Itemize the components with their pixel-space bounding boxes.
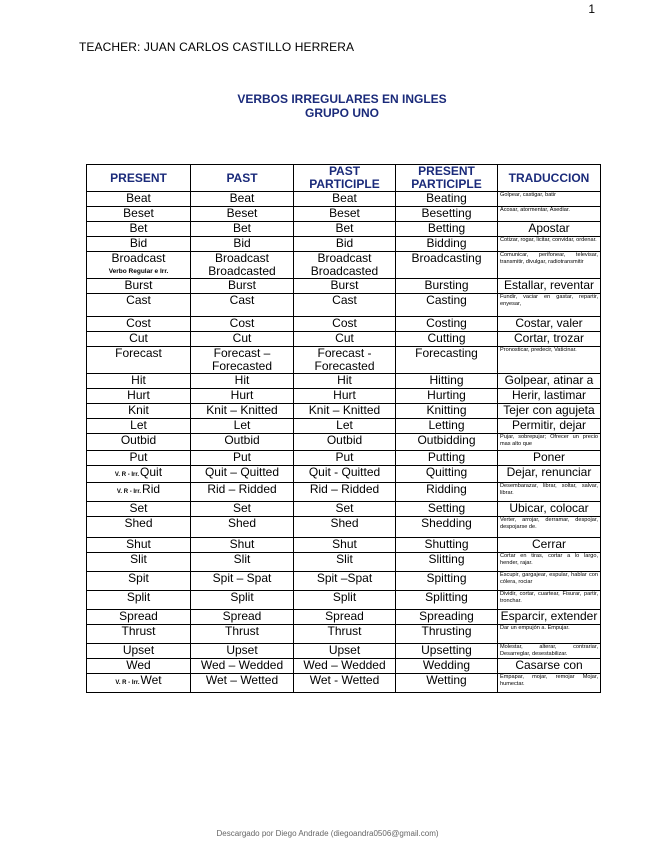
- present-verb: Spit: [128, 571, 149, 585]
- cell-past: Cast: [191, 294, 294, 317]
- cell-present-participle: Upsetting: [396, 644, 498, 659]
- cell-past-participle: Split: [294, 591, 396, 610]
- table-row: [87, 517, 601, 538]
- cell-present: [87, 389, 191, 404]
- cell-present: [87, 572, 191, 591]
- cell-traduccion: Empapar, mojar, remojar Mojar, humectar.: [498, 674, 601, 693]
- present-verb: Bid: [129, 236, 148, 250]
- cell-present-participle: Beating: [396, 192, 498, 207]
- cell-past: Broadcast Broadcasted: [191, 252, 294, 279]
- present-verb: Cost: [126, 316, 151, 330]
- present-verb: Split: [126, 590, 151, 604]
- cell-traduccion: Ubicar, colocar: [498, 502, 601, 517]
- cell-past-participle: Rid – Ridded: [294, 483, 396, 502]
- cell-present: [87, 347, 191, 374]
- verb-type-prefix: V. R - Irr.: [114, 472, 140, 478]
- present-verb: Wed: [126, 658, 151, 672]
- cell-present: [87, 610, 191, 625]
- cell-past: Split: [191, 591, 294, 610]
- cell-present-participle: Splitting: [396, 591, 498, 610]
- cell-past-participle: Hurt: [294, 389, 396, 404]
- cell-past: Forecast – Forecasted: [191, 347, 294, 374]
- table-row: [87, 317, 601, 332]
- cell-past: Bid: [191, 237, 294, 252]
- cell-traduccion: Poner: [498, 451, 601, 466]
- cell-past-participle: Shed: [294, 517, 396, 538]
- cell-present-participle: Wetting: [396, 674, 498, 693]
- cell-past-participle: Bid: [294, 237, 396, 252]
- table-row: [87, 502, 601, 517]
- present-verb: Shed: [124, 516, 153, 530]
- cell-traduccion: Pronosticar, predecir, Vaticinar.: [498, 347, 601, 374]
- cell-traduccion: Apostar: [498, 222, 601, 237]
- cell-past-participle: Let: [294, 419, 396, 434]
- present-verb: Wet: [140, 673, 162, 687]
- cell-traduccion: Casarse con: [498, 659, 601, 674]
- table-row: [87, 237, 601, 252]
- cell-present: [87, 192, 191, 207]
- cell-past: Cost: [191, 317, 294, 332]
- present-verb: Bet: [129, 221, 148, 235]
- table-row: [87, 538, 601, 553]
- table-row: [87, 434, 601, 451]
- cell-present-participle: Slitting: [396, 553, 498, 572]
- cell-present: [87, 252, 191, 279]
- cell-past-participle: Wed – Wedded: [294, 659, 396, 674]
- cell-present-participle: Besetting: [396, 207, 498, 222]
- table-row: [87, 332, 601, 347]
- cell-traduccion: Molestar, alterar, contrariar, Desarreglar, desestabilizar.: [498, 644, 601, 659]
- table-row: [87, 192, 601, 207]
- table-row: [87, 572, 601, 591]
- cell-present-participle: Betting: [396, 222, 498, 237]
- cell-past-participle: Quit - Quitted: [294, 466, 396, 483]
- download-footer: Descargado por Diego Andrade (diegoandra0506@gmail.com): [216, 829, 439, 838]
- table-row: [87, 294, 601, 317]
- cell-past: Bet: [191, 222, 294, 237]
- cell-present: [87, 237, 191, 252]
- cell-past: Upset: [191, 644, 294, 659]
- teacher-name: TEACHER: JUAN CARLOS CASTILLO HERRERA: [79, 40, 355, 54]
- cell-present: [87, 294, 191, 317]
- cell-present-participle: Letting: [396, 419, 498, 434]
- cell-past-participle: Put: [294, 451, 396, 466]
- table-row: [87, 483, 601, 502]
- present-verb: Beset: [123, 206, 154, 220]
- cell-past-participle: Hit: [294, 374, 396, 389]
- cell-past: Spread: [191, 610, 294, 625]
- present-verb: Broadcast: [111, 251, 166, 265]
- verb-type-note: Verbo Regular e Irr.: [108, 268, 169, 275]
- title-line-1: VERBOS IRREGULARES EN INGLES: [237, 92, 447, 106]
- verbs-table-body: [87, 192, 601, 693]
- table-row: [87, 674, 601, 693]
- cell-past-participle: Shut: [294, 538, 396, 553]
- cell-past: Hurt: [191, 389, 294, 404]
- table-row: [87, 404, 601, 419]
- cell-traduccion: Fundir, vaciar en gastar, repartir, enyesar,: [498, 294, 601, 317]
- cell-past-participle: Thrust: [294, 625, 396, 644]
- table-row: [87, 591, 601, 610]
- title-line-2: GRUPO UNO: [304, 106, 379, 120]
- cell-traduccion: Verter, arrojar, derramar, despojar, despojarse de.: [498, 517, 601, 538]
- cell-present-participle: Casting: [396, 294, 498, 317]
- cell-present-participle: Hitting: [396, 374, 498, 389]
- table-row: [87, 625, 601, 644]
- cell-traduccion: Pujar, sobrepujar; Ofrecer un precio mas alto que: [498, 434, 601, 451]
- table-header-row: [87, 165, 601, 192]
- cell-present: [87, 317, 191, 332]
- cell-traduccion: Dar un empujón a. Empujar.: [498, 625, 601, 644]
- cell-present-participle: Spitting: [396, 572, 498, 591]
- cell-past: Shed: [191, 517, 294, 538]
- cell-present-participle: Setting: [396, 502, 498, 517]
- cell-past: Rid – Ridded: [191, 483, 294, 502]
- present-verb: Let: [130, 418, 147, 432]
- cell-past: Spit – Spat: [191, 572, 294, 591]
- cell-present: [87, 674, 191, 693]
- header-past: PAST: [191, 165, 294, 192]
- cell-present-participle: Shedding: [396, 517, 498, 538]
- cell-present: [87, 419, 191, 434]
- present-verb: Put: [129, 450, 148, 464]
- cell-present: [87, 517, 191, 538]
- cell-past: Let: [191, 419, 294, 434]
- cell-present-participle: Putting: [396, 451, 498, 466]
- cell-past: Cut: [191, 332, 294, 347]
- cell-traduccion: Tejer con agujeta: [498, 404, 601, 419]
- cell-past: Put: [191, 451, 294, 466]
- table-row: [87, 419, 601, 434]
- cell-present-participle: Forecasting: [396, 347, 498, 374]
- cell-past-participle: Cut: [294, 332, 396, 347]
- table-row: [87, 466, 601, 483]
- verbs-table: [86, 164, 601, 693]
- document-title: [0, 92, 655, 120]
- table-row: [87, 252, 601, 279]
- present-verb: Cast: [126, 293, 151, 307]
- cell-present: [87, 404, 191, 419]
- present-verb: Quit: [140, 465, 163, 479]
- cell-present: [87, 466, 191, 483]
- cell-present-participle: Spreading: [396, 610, 498, 625]
- table-row: [87, 347, 601, 374]
- table-row: [87, 659, 601, 674]
- cell-past-participle: Spread: [294, 610, 396, 625]
- cell-past-participle: Burst: [294, 279, 396, 294]
- cell-present: [87, 374, 191, 389]
- cell-past: Outbid: [191, 434, 294, 451]
- cell-traduccion: Cotizar, rogar, licitar, convidar, ordenar.: [498, 237, 601, 252]
- cell-past-participle: Beset: [294, 207, 396, 222]
- cell-past: Wed – Wedded: [191, 659, 294, 674]
- present-verb: Outbid: [120, 433, 157, 447]
- verb-type-prefix: V. R - Irr.: [116, 489, 142, 495]
- cell-present-participle: Ridding: [396, 483, 498, 502]
- cell-present-participle: Bidding: [396, 237, 498, 252]
- table-row: [87, 644, 601, 659]
- cell-present: [87, 451, 191, 466]
- cell-past: Beat: [191, 192, 294, 207]
- cell-past-participle: Upset: [294, 644, 396, 659]
- cell-present: [87, 332, 191, 347]
- header-present-participle: PRESENT PARTICIPLE: [396, 165, 498, 192]
- cell-past-participle: Cast: [294, 294, 396, 317]
- cell-past-participle: Bet: [294, 222, 396, 237]
- cell-traduccion: Cortar, trozar: [498, 332, 601, 347]
- table-row: [87, 610, 601, 625]
- present-verb: Upset: [122, 643, 155, 657]
- cell-traduccion: Golpear, atinar a: [498, 374, 601, 389]
- cell-present: [87, 434, 191, 451]
- cell-traduccion: Cortar en tiras, cortar a lo largo, hender, rajar.: [498, 553, 601, 572]
- cell-past: Shut: [191, 538, 294, 553]
- cell-present-participle: Thrusting: [396, 625, 498, 644]
- cell-present-participle: Broadcasting: [396, 252, 498, 279]
- table-row: [87, 389, 601, 404]
- cell-traduccion: Permitir, dejar: [498, 419, 601, 434]
- cell-present: [87, 538, 191, 553]
- cell-past: Quit – Quitted: [191, 466, 294, 483]
- cell-present: [87, 553, 191, 572]
- cell-past: Slit: [191, 553, 294, 572]
- cell-traduccion: Acosar, atormentar, Asediar.: [498, 207, 601, 222]
- cell-past-participle: Set: [294, 502, 396, 517]
- cell-traduccion: Comunicar, perifonear, televisar, transmitir, divulgar, radiotransmitir: [498, 252, 601, 279]
- cell-traduccion: Estallar, reventar: [498, 279, 601, 294]
- table-row: [87, 374, 601, 389]
- cell-traduccion: Esparcir, extender: [498, 610, 601, 625]
- cell-past-participle: Cost: [294, 317, 396, 332]
- cell-past: Beset: [191, 207, 294, 222]
- table-row: [87, 451, 601, 466]
- present-verb: Slit: [130, 552, 147, 566]
- cell-past-participle: Outbid: [294, 434, 396, 451]
- page-number: 1: [588, 2, 595, 16]
- cell-present: [87, 644, 191, 659]
- cell-present: [87, 659, 191, 674]
- cell-present-participle: Shutting: [396, 538, 498, 553]
- cell-present-participle: Wedding: [396, 659, 498, 674]
- present-verb: Rid: [142, 482, 161, 496]
- cell-present: [87, 502, 191, 517]
- cell-past: Wet – Wetted: [191, 674, 294, 693]
- cell-traduccion: Golpear, castigar, batir: [498, 192, 601, 207]
- cell-past: Knit – Knitted: [191, 404, 294, 419]
- cell-past-participle: Broadcast Broadcasted: [294, 252, 396, 279]
- cell-traduccion: Dejar, renunciar: [498, 466, 601, 483]
- table-row: [87, 222, 601, 237]
- header-present: PRESENT: [87, 165, 191, 192]
- cell-present: [87, 483, 191, 502]
- cell-traduccion: Cerrar: [498, 538, 601, 553]
- header-past-participle: PAST PARTICIPLE: [294, 165, 396, 192]
- cell-present: [87, 279, 191, 294]
- cell-past-participle: Forecast - Forecasted: [294, 347, 396, 374]
- table-row: [87, 553, 601, 572]
- cell-past-participle: Beat: [294, 192, 396, 207]
- present-verb: Thrust: [121, 624, 156, 638]
- cell-past-participle: Slit: [294, 553, 396, 572]
- cell-present-participle: Knitting: [396, 404, 498, 419]
- cell-past: Set: [191, 502, 294, 517]
- cell-present-participle: Bursting: [396, 279, 498, 294]
- cell-present-participle: Costing: [396, 317, 498, 332]
- cell-traduccion: Dividir, cortar, cuartear, Fisurar, partir, tronchar.: [498, 591, 601, 610]
- cell-past-participle: Wet - Wetted: [294, 674, 396, 693]
- cell-present: [87, 625, 191, 644]
- cell-present: [87, 591, 191, 610]
- table-row: [87, 279, 601, 294]
- verb-type-prefix: V. R - Irr.: [115, 680, 140, 686]
- cell-traduccion: Herir, lastimar: [498, 389, 601, 404]
- cell-past: Thrust: [191, 625, 294, 644]
- cell-past: Burst: [191, 279, 294, 294]
- present-verb: Forecast: [115, 346, 162, 360]
- present-verb: Beat: [126, 191, 151, 205]
- cell-past-participle: Spit –Spat: [294, 572, 396, 591]
- present-verb: Cut: [129, 331, 148, 345]
- present-verb: Burst: [124, 278, 153, 292]
- cell-traduccion: Escupir, gargajear, espular, hablar con cólera, rociar: [498, 572, 601, 591]
- cell-present: [87, 222, 191, 237]
- cell-present: [87, 207, 191, 222]
- table-row: [87, 207, 601, 222]
- present-verb: Hit: [131, 373, 146, 387]
- present-verb: Shut: [126, 537, 151, 551]
- cell-past: Hit: [191, 374, 294, 389]
- header-traduccion: TRADUCCION: [498, 165, 601, 192]
- cell-past-participle: Knit – Knitted: [294, 404, 396, 419]
- cell-present-participle: Hurting: [396, 389, 498, 404]
- cell-present-participle: Cutting: [396, 332, 498, 347]
- present-verb: Spread: [119, 609, 158, 623]
- present-verb: Set: [129, 501, 148, 515]
- cell-traduccion: Costar, valer: [498, 317, 601, 332]
- cell-present-participle: Outbidding: [396, 434, 498, 451]
- present-verb: Knit: [128, 403, 149, 417]
- present-verb: Hurt: [127, 388, 150, 402]
- cell-traduccion: Desembarazar, librar, soltar, salvar, librar.: [498, 483, 601, 502]
- cell-present-participle: Quitting: [396, 466, 498, 483]
